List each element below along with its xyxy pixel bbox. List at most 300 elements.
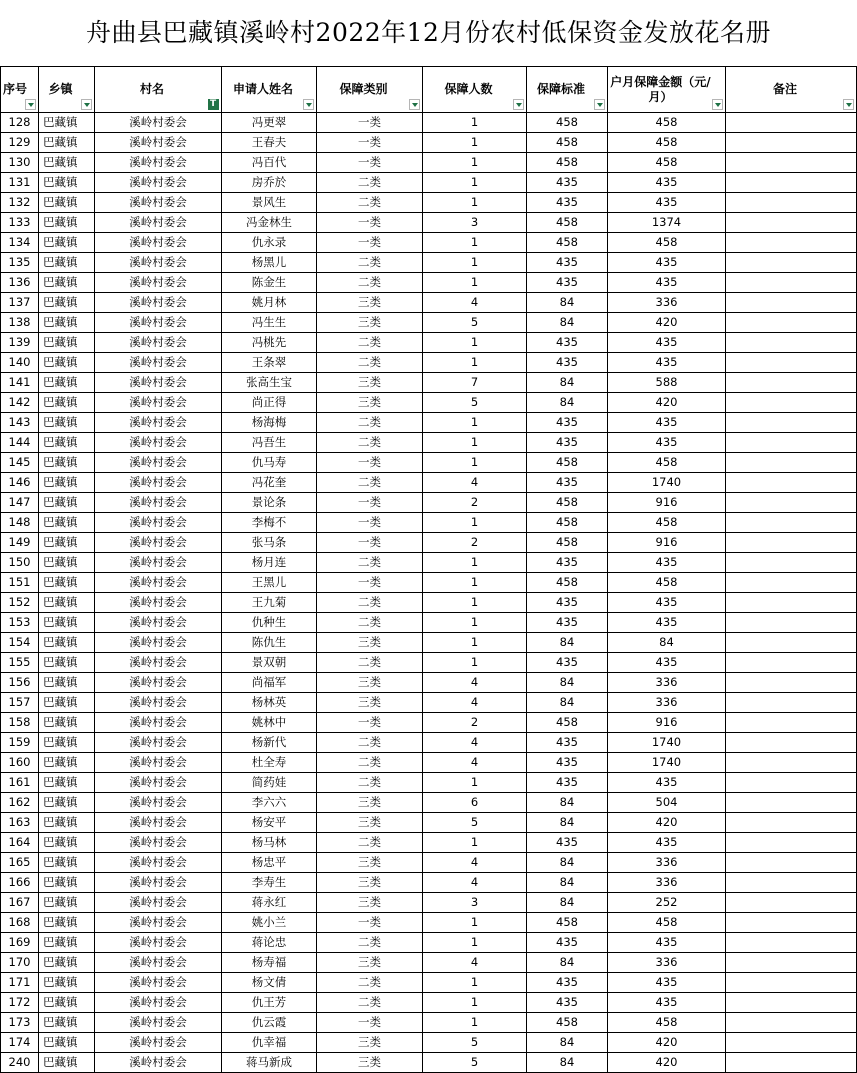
applicant-cell[interactable]: 姚林中 <box>222 713 317 733</box>
standard-cell[interactable]: 435 <box>527 653 608 673</box>
standard-cell[interactable]: 458 <box>527 913 608 933</box>
standard-cell[interactable]: 458 <box>527 1013 608 1033</box>
applicant-cell[interactable]: 姚月林 <box>222 293 317 313</box>
standard-cell[interactable]: 84 <box>527 873 608 893</box>
amount-cell[interactable]: 458 <box>608 133 726 153</box>
standard-cell[interactable]: 84 <box>527 1033 608 1053</box>
dropdown-arrow-icon[interactable] <box>712 99 723 110</box>
seq-cell[interactable]: 171 <box>1 973 39 993</box>
remark-cell[interactable] <box>726 733 857 753</box>
persons-cell[interactable]: 4 <box>423 473 527 493</box>
town-cell[interactable]: 巴藏镇 <box>39 673 95 693</box>
applicant-cell[interactable]: 杨安平 <box>222 813 317 833</box>
category-cell[interactable]: 二类 <box>317 973 423 993</box>
category-cell[interactable]: 一类 <box>317 213 423 233</box>
standard-cell[interactable]: 435 <box>527 253 608 273</box>
applicant-cell[interactable]: 仇马寿 <box>222 453 317 473</box>
applicant-cell[interactable]: 王条翠 <box>222 353 317 373</box>
category-cell[interactable]: 二类 <box>317 473 423 493</box>
seq-cell[interactable]: 134 <box>1 233 39 253</box>
category-cell[interactable]: 二类 <box>317 553 423 573</box>
dropdown-arrow-icon[interactable] <box>303 99 314 110</box>
amount-cell[interactable]: 435 <box>608 253 726 273</box>
standard-cell[interactable]: 458 <box>527 513 608 533</box>
standard-cell[interactable]: 435 <box>527 433 608 453</box>
persons-cell[interactable]: 1 <box>423 633 527 653</box>
persons-cell[interactable]: 1 <box>423 253 527 273</box>
remark-cell[interactable] <box>726 993 857 1013</box>
remark-cell[interactable] <box>726 533 857 553</box>
category-cell[interactable]: 三类 <box>317 813 423 833</box>
town-cell[interactable]: 巴藏镇 <box>39 773 95 793</box>
remark-cell[interactable] <box>726 673 857 693</box>
seq-cell[interactable]: 169 <box>1 933 39 953</box>
seq-cell[interactable]: 146 <box>1 473 39 493</box>
remark-cell[interactable] <box>726 653 857 673</box>
amount-cell[interactable]: 336 <box>608 293 726 313</box>
amount-cell[interactable]: 420 <box>608 313 726 333</box>
persons-cell[interactable]: 1 <box>423 613 527 633</box>
town-cell[interactable]: 巴藏镇 <box>39 813 95 833</box>
town-cell[interactable]: 巴藏镇 <box>39 513 95 533</box>
category-cell[interactable]: 一类 <box>317 153 423 173</box>
remark-cell[interactable] <box>726 593 857 613</box>
dropdown-arrow-icon[interactable] <box>594 99 605 110</box>
village-cell[interactable]: 溪岭村委会 <box>95 893 222 913</box>
category-cell[interactable]: 二类 <box>317 173 423 193</box>
town-cell[interactable]: 巴藏镇 <box>39 833 95 853</box>
seq-cell[interactable]: 153 <box>1 613 39 633</box>
seq-cell[interactable]: 155 <box>1 653 39 673</box>
applicant-cell[interactable]: 冯花奎 <box>222 473 317 493</box>
town-cell[interactable]: 巴藏镇 <box>39 953 95 973</box>
amount-cell[interactable]: 435 <box>608 593 726 613</box>
seq-cell[interactable]: 166 <box>1 873 39 893</box>
amount-cell[interactable]: 458 <box>608 233 726 253</box>
persons-cell[interactable]: 7 <box>423 373 527 393</box>
amount-cell[interactable]: 458 <box>608 453 726 473</box>
standard-cell[interactable]: 84 <box>527 1053 608 1073</box>
seq-cell[interactable]: 172 <box>1 993 39 1013</box>
applicant-cell[interactable]: 王春夫 <box>222 133 317 153</box>
standard-cell[interactable]: 435 <box>527 773 608 793</box>
standard-cell[interactable]: 84 <box>527 813 608 833</box>
standard-cell[interactable]: 458 <box>527 133 608 153</box>
category-cell[interactable]: 一类 <box>317 533 423 553</box>
standard-cell[interactable]: 84 <box>527 293 608 313</box>
seq-cell[interactable]: 159 <box>1 733 39 753</box>
seq-cell[interactable]: 154 <box>1 633 39 653</box>
persons-cell[interactable]: 1 <box>423 573 527 593</box>
amount-cell[interactable]: 420 <box>608 1033 726 1053</box>
persons-cell[interactable]: 1 <box>423 233 527 253</box>
persons-cell[interactable]: 1 <box>423 1013 527 1033</box>
applicant-cell[interactable]: 杨林英 <box>222 693 317 713</box>
amount-cell[interactable]: 458 <box>608 513 726 533</box>
seq-cell[interactable]: 162 <box>1 793 39 813</box>
amount-cell[interactable]: 435 <box>608 433 726 453</box>
remark-cell[interactable] <box>726 453 857 473</box>
village-cell[interactable]: 溪岭村委会 <box>95 353 222 373</box>
standard-cell[interactable]: 84 <box>527 853 608 873</box>
seq-cell[interactable]: 137 <box>1 293 39 313</box>
remark-cell[interactable] <box>726 813 857 833</box>
amount-cell[interactable]: 458 <box>608 153 726 173</box>
village-cell[interactable]: 溪岭村委会 <box>95 613 222 633</box>
remark-cell[interactable] <box>726 953 857 973</box>
amount-cell[interactable]: 336 <box>608 853 726 873</box>
applicant-cell[interactable]: 仇幸福 <box>222 1033 317 1053</box>
village-cell[interactable]: 溪岭村委会 <box>95 1053 222 1073</box>
category-cell[interactable]: 二类 <box>317 733 423 753</box>
town-cell[interactable]: 巴藏镇 <box>39 153 95 173</box>
amount-cell[interactable]: 458 <box>608 1013 726 1033</box>
category-cell[interactable]: 三类 <box>317 673 423 693</box>
remark-cell[interactable] <box>726 693 857 713</box>
village-cell[interactable]: 溪岭村委会 <box>95 373 222 393</box>
applicant-cell[interactable]: 尚福军 <box>222 673 317 693</box>
seq-cell[interactable]: 128 <box>1 113 39 133</box>
town-cell[interactable]: 巴藏镇 <box>39 933 95 953</box>
seq-cell[interactable]: 152 <box>1 593 39 613</box>
category-cell[interactable]: 二类 <box>317 653 423 673</box>
applicant-cell[interactable]: 杨马林 <box>222 833 317 853</box>
applicant-cell[interactable]: 仇王芳 <box>222 993 317 1013</box>
standard-cell[interactable]: 84 <box>527 393 608 413</box>
seq-cell[interactable]: 150 <box>1 553 39 573</box>
town-cell[interactable]: 巴藏镇 <box>39 253 95 273</box>
town-cell[interactable]: 巴藏镇 <box>39 1033 95 1053</box>
seq-cell[interactable]: 133 <box>1 213 39 233</box>
category-cell[interactable]: 一类 <box>317 233 423 253</box>
village-cell[interactable]: 溪岭村委会 <box>95 553 222 573</box>
remark-cell[interactable] <box>726 793 857 813</box>
town-cell[interactable]: 巴藏镇 <box>39 433 95 453</box>
seq-cell[interactable]: 143 <box>1 413 39 433</box>
category-cell[interactable]: 一类 <box>317 573 423 593</box>
town-cell[interactable]: 巴藏镇 <box>39 653 95 673</box>
applicant-cell[interactable]: 杨寿福 <box>222 953 317 973</box>
remark-cell[interactable] <box>726 393 857 413</box>
amount-cell[interactable]: 435 <box>608 553 726 573</box>
remark-cell[interactable] <box>726 573 857 593</box>
town-cell[interactable]: 巴藏镇 <box>39 373 95 393</box>
amount-cell[interactable]: 435 <box>608 273 726 293</box>
seq-cell[interactable]: 157 <box>1 693 39 713</box>
town-cell[interactable]: 巴藏镇 <box>39 393 95 413</box>
persons-cell[interactable]: 4 <box>423 693 527 713</box>
town-cell[interactable]: 巴藏镇 <box>39 713 95 733</box>
remark-cell[interactable] <box>726 273 857 293</box>
village-cell[interactable]: 溪岭村委会 <box>95 773 222 793</box>
seq-cell[interactable]: 141 <box>1 373 39 393</box>
village-cell[interactable]: 溪岭村委会 <box>95 413 222 433</box>
category-cell[interactable]: 三类 <box>317 393 423 413</box>
seq-cell[interactable]: 164 <box>1 833 39 853</box>
town-cell[interactable]: 巴藏镇 <box>39 973 95 993</box>
town-cell[interactable]: 巴藏镇 <box>39 793 95 813</box>
village-cell[interactable]: 溪岭村委会 <box>95 133 222 153</box>
persons-cell[interactable]: 1 <box>423 333 527 353</box>
village-cell[interactable]: 溪岭村委会 <box>95 193 222 213</box>
persons-cell[interactable]: 1 <box>423 433 527 453</box>
remark-cell[interactable] <box>726 433 857 453</box>
persons-cell[interactable]: 2 <box>423 533 527 553</box>
seq-cell[interactable]: 163 <box>1 813 39 833</box>
persons-cell[interactable]: 4 <box>423 853 527 873</box>
category-cell[interactable]: 二类 <box>317 433 423 453</box>
category-cell[interactable]: 三类 <box>317 313 423 333</box>
category-cell[interactable]: 三类 <box>317 633 423 653</box>
town-cell[interactable]: 巴藏镇 <box>39 413 95 433</box>
village-cell[interactable]: 溪岭村委会 <box>95 433 222 453</box>
village-cell[interactable]: 溪岭村委会 <box>95 453 222 473</box>
category-cell[interactable]: 三类 <box>317 693 423 713</box>
remark-cell[interactable] <box>726 853 857 873</box>
village-cell[interactable]: 溪岭村委会 <box>95 873 222 893</box>
village-cell[interactable]: 溪岭村委会 <box>95 593 222 613</box>
persons-cell[interactable]: 1 <box>423 593 527 613</box>
town-cell[interactable]: 巴藏镇 <box>39 553 95 573</box>
remark-cell[interactable] <box>726 613 857 633</box>
persons-cell[interactable]: 5 <box>423 393 527 413</box>
remark-cell[interactable] <box>726 973 857 993</box>
persons-cell[interactable]: 4 <box>423 953 527 973</box>
amount-cell[interactable]: 84 <box>608 633 726 653</box>
category-cell[interactable]: 三类 <box>317 873 423 893</box>
remark-cell[interactable] <box>726 753 857 773</box>
village-cell[interactable]: 溪岭村委会 <box>95 393 222 413</box>
persons-cell[interactable]: 1 <box>423 553 527 573</box>
town-cell[interactable]: 巴藏镇 <box>39 613 95 633</box>
standard-cell[interactable]: 435 <box>527 993 608 1013</box>
standard-cell[interactable]: 435 <box>527 733 608 753</box>
persons-cell[interactable]: 2 <box>423 713 527 733</box>
seq-cell[interactable]: 132 <box>1 193 39 213</box>
persons-cell[interactable]: 5 <box>423 1033 527 1053</box>
category-cell[interactable]: 二类 <box>317 593 423 613</box>
category-cell[interactable]: 二类 <box>317 753 423 773</box>
town-cell[interactable]: 巴藏镇 <box>39 693 95 713</box>
applicant-cell[interactable]: 李梅不 <box>222 513 317 533</box>
remark-cell[interactable] <box>726 473 857 493</box>
village-cell[interactable]: 溪岭村委会 <box>95 653 222 673</box>
persons-cell[interactable]: 1 <box>423 193 527 213</box>
applicant-cell[interactable]: 杨海梅 <box>222 413 317 433</box>
amount-cell[interactable]: 458 <box>608 573 726 593</box>
seq-cell[interactable]: 165 <box>1 853 39 873</box>
village-cell[interactable]: 溪岭村委会 <box>95 793 222 813</box>
amount-cell[interactable]: 458 <box>608 113 726 133</box>
town-cell[interactable]: 巴藏镇 <box>39 473 95 493</box>
village-cell[interactable]: 溪岭村委会 <box>95 673 222 693</box>
village-cell[interactable]: 溪岭村委会 <box>95 733 222 753</box>
town-cell[interactable]: 巴藏镇 <box>39 273 95 293</box>
village-cell[interactable]: 溪岭村委会 <box>95 173 222 193</box>
category-cell[interactable]: 一类 <box>317 493 423 513</box>
applicant-cell[interactable]: 冯更翠 <box>222 113 317 133</box>
remark-cell[interactable] <box>726 413 857 433</box>
applicant-cell[interactable]: 张高生宝 <box>222 373 317 393</box>
amount-cell[interactable]: 435 <box>608 613 726 633</box>
village-cell[interactable]: 溪岭村委会 <box>95 953 222 973</box>
applicant-cell[interactable]: 冯金林生 <box>222 213 317 233</box>
dropdown-arrow-icon[interactable] <box>843 99 854 110</box>
category-cell[interactable]: 二类 <box>317 273 423 293</box>
applicant-cell[interactable]: 仇云霞 <box>222 1013 317 1033</box>
category-cell[interactable]: 二类 <box>317 993 423 1013</box>
remark-cell[interactable] <box>726 113 857 133</box>
amount-cell[interactable]: 435 <box>608 173 726 193</box>
persons-cell[interactable]: 1 <box>423 453 527 473</box>
dropdown-arrow-icon[interactable] <box>25 99 36 110</box>
seq-cell[interactable]: 174 <box>1 1033 39 1053</box>
category-cell[interactable]: 二类 <box>317 253 423 273</box>
seq-cell[interactable]: 149 <box>1 533 39 553</box>
applicant-cell[interactable]: 李六六 <box>222 793 317 813</box>
town-cell[interactable]: 巴藏镇 <box>39 233 95 253</box>
applicant-cell[interactable]: 蒋永红 <box>222 893 317 913</box>
remark-cell[interactable] <box>726 1053 857 1073</box>
amount-cell[interactable]: 435 <box>608 773 726 793</box>
applicant-cell[interactable]: 蒋马新成 <box>222 1053 317 1073</box>
town-cell[interactable]: 巴藏镇 <box>39 573 95 593</box>
town-cell[interactable]: 巴藏镇 <box>39 633 95 653</box>
seq-cell[interactable]: 160 <box>1 753 39 773</box>
category-cell[interactable]: 三类 <box>317 893 423 913</box>
persons-cell[interactable]: 4 <box>423 733 527 753</box>
seq-cell[interactable]: 170 <box>1 953 39 973</box>
remark-cell[interactable] <box>726 633 857 653</box>
remark-cell[interactable] <box>726 213 857 233</box>
persons-cell[interactable]: 1 <box>423 913 527 933</box>
seq-cell[interactable]: 136 <box>1 273 39 293</box>
persons-cell[interactable]: 4 <box>423 673 527 693</box>
standard-cell[interactable]: 458 <box>527 113 608 133</box>
seq-cell[interactable]: 130 <box>1 153 39 173</box>
applicant-cell[interactable]: 张马条 <box>222 533 317 553</box>
village-cell[interactable]: 溪岭村委会 <box>95 513 222 533</box>
category-cell[interactable]: 一类 <box>317 113 423 133</box>
amount-cell[interactable]: 435 <box>608 933 726 953</box>
applicant-cell[interactable]: 冯吾生 <box>222 433 317 453</box>
category-cell[interactable]: 二类 <box>317 833 423 853</box>
persons-cell[interactable]: 1 <box>423 413 527 433</box>
village-cell[interactable]: 溪岭村委会 <box>95 213 222 233</box>
persons-cell[interactable]: 1 <box>423 353 527 373</box>
village-cell[interactable]: 溪岭村委会 <box>95 693 222 713</box>
persons-cell[interactable]: 3 <box>423 213 527 233</box>
applicant-cell[interactable]: 杜全寿 <box>222 753 317 773</box>
persons-cell[interactable]: 1 <box>423 933 527 953</box>
town-cell[interactable]: 巴藏镇 <box>39 113 95 133</box>
standard-cell[interactable]: 84 <box>527 953 608 973</box>
applicant-cell[interactable]: 蒋论忠 <box>222 933 317 953</box>
remark-cell[interactable] <box>726 713 857 733</box>
seq-cell[interactable]: 144 <box>1 433 39 453</box>
persons-cell[interactable]: 1 <box>423 153 527 173</box>
standard-cell[interactable]: 435 <box>527 593 608 613</box>
village-cell[interactable]: 溪岭村委会 <box>95 813 222 833</box>
village-cell[interactable]: 溪岭村委会 <box>95 913 222 933</box>
remark-cell[interactable] <box>726 133 857 153</box>
village-cell[interactable]: 溪岭村委会 <box>95 973 222 993</box>
category-cell[interactable]: 二类 <box>317 333 423 353</box>
town-cell[interactable]: 巴藏镇 <box>39 353 95 373</box>
seq-cell[interactable]: 147 <box>1 493 39 513</box>
applicant-cell[interactable]: 仇种生 <box>222 613 317 633</box>
applicant-cell[interactable]: 冯生生 <box>222 313 317 333</box>
amount-cell[interactable]: 458 <box>608 913 726 933</box>
category-cell[interactable]: 三类 <box>317 293 423 313</box>
applicant-cell[interactable]: 简药娃 <box>222 773 317 793</box>
remark-cell[interactable] <box>726 333 857 353</box>
remark-cell[interactable] <box>726 933 857 953</box>
applicant-cell[interactable]: 景双朝 <box>222 653 317 673</box>
persons-cell[interactable]: 1 <box>423 973 527 993</box>
dropdown-arrow-icon[interactable] <box>513 99 524 110</box>
village-cell[interactable]: 溪岭村委会 <box>95 473 222 493</box>
town-cell[interactable]: 巴藏镇 <box>39 593 95 613</box>
persons-cell[interactable]: 6 <box>423 793 527 813</box>
remark-cell[interactable] <box>726 513 857 533</box>
standard-cell[interactable]: 84 <box>527 633 608 653</box>
town-cell[interactable]: 巴藏镇 <box>39 313 95 333</box>
seq-cell[interactable]: 148 <box>1 513 39 533</box>
applicant-cell[interactable]: 陈仇生 <box>222 633 317 653</box>
category-cell[interactable]: 三类 <box>317 1033 423 1053</box>
town-cell[interactable]: 巴藏镇 <box>39 493 95 513</box>
town-cell[interactable]: 巴藏镇 <box>39 873 95 893</box>
seq-cell[interactable]: 145 <box>1 453 39 473</box>
category-cell[interactable]: 二类 <box>317 933 423 953</box>
seq-cell[interactable]: 138 <box>1 313 39 333</box>
remark-cell[interactable] <box>726 493 857 513</box>
category-cell[interactable]: 二类 <box>317 773 423 793</box>
category-cell[interactable]: 一类 <box>317 1013 423 1033</box>
town-cell[interactable]: 巴藏镇 <box>39 1013 95 1033</box>
persons-cell[interactable]: 1 <box>423 653 527 673</box>
town-cell[interactable]: 巴藏镇 <box>39 193 95 213</box>
applicant-cell[interactable]: 杨月连 <box>222 553 317 573</box>
standard-cell[interactable]: 435 <box>527 753 608 773</box>
applicant-cell[interactable]: 李寿生 <box>222 873 317 893</box>
seq-cell[interactable]: 168 <box>1 913 39 933</box>
standard-cell[interactable]: 84 <box>527 693 608 713</box>
remark-cell[interactable] <box>726 233 857 253</box>
town-cell[interactable]: 巴藏镇 <box>39 1053 95 1073</box>
village-cell[interactable]: 溪岭村委会 <box>95 313 222 333</box>
persons-cell[interactable]: 1 <box>423 833 527 853</box>
town-cell[interactable]: 巴藏镇 <box>39 853 95 873</box>
category-cell[interactable]: 一类 <box>317 513 423 533</box>
persons-cell[interactable]: 4 <box>423 873 527 893</box>
town-cell[interactable]: 巴藏镇 <box>39 993 95 1013</box>
applicant-cell[interactable]: 王九菊 <box>222 593 317 613</box>
amount-cell[interactable]: 1740 <box>608 733 726 753</box>
village-cell[interactable]: 溪岭村委会 <box>95 753 222 773</box>
amount-cell[interactable]: 420 <box>608 393 726 413</box>
remark-cell[interactable] <box>726 873 857 893</box>
amount-cell[interactable]: 435 <box>608 413 726 433</box>
persons-cell[interactable]: 4 <box>423 293 527 313</box>
remark-cell[interactable] <box>726 293 857 313</box>
remark-cell[interactable] <box>726 153 857 173</box>
category-cell[interactable]: 二类 <box>317 193 423 213</box>
category-cell[interactable]: 一类 <box>317 913 423 933</box>
standard-cell[interactable]: 435 <box>527 193 608 213</box>
standard-cell[interactable]: 458 <box>527 573 608 593</box>
